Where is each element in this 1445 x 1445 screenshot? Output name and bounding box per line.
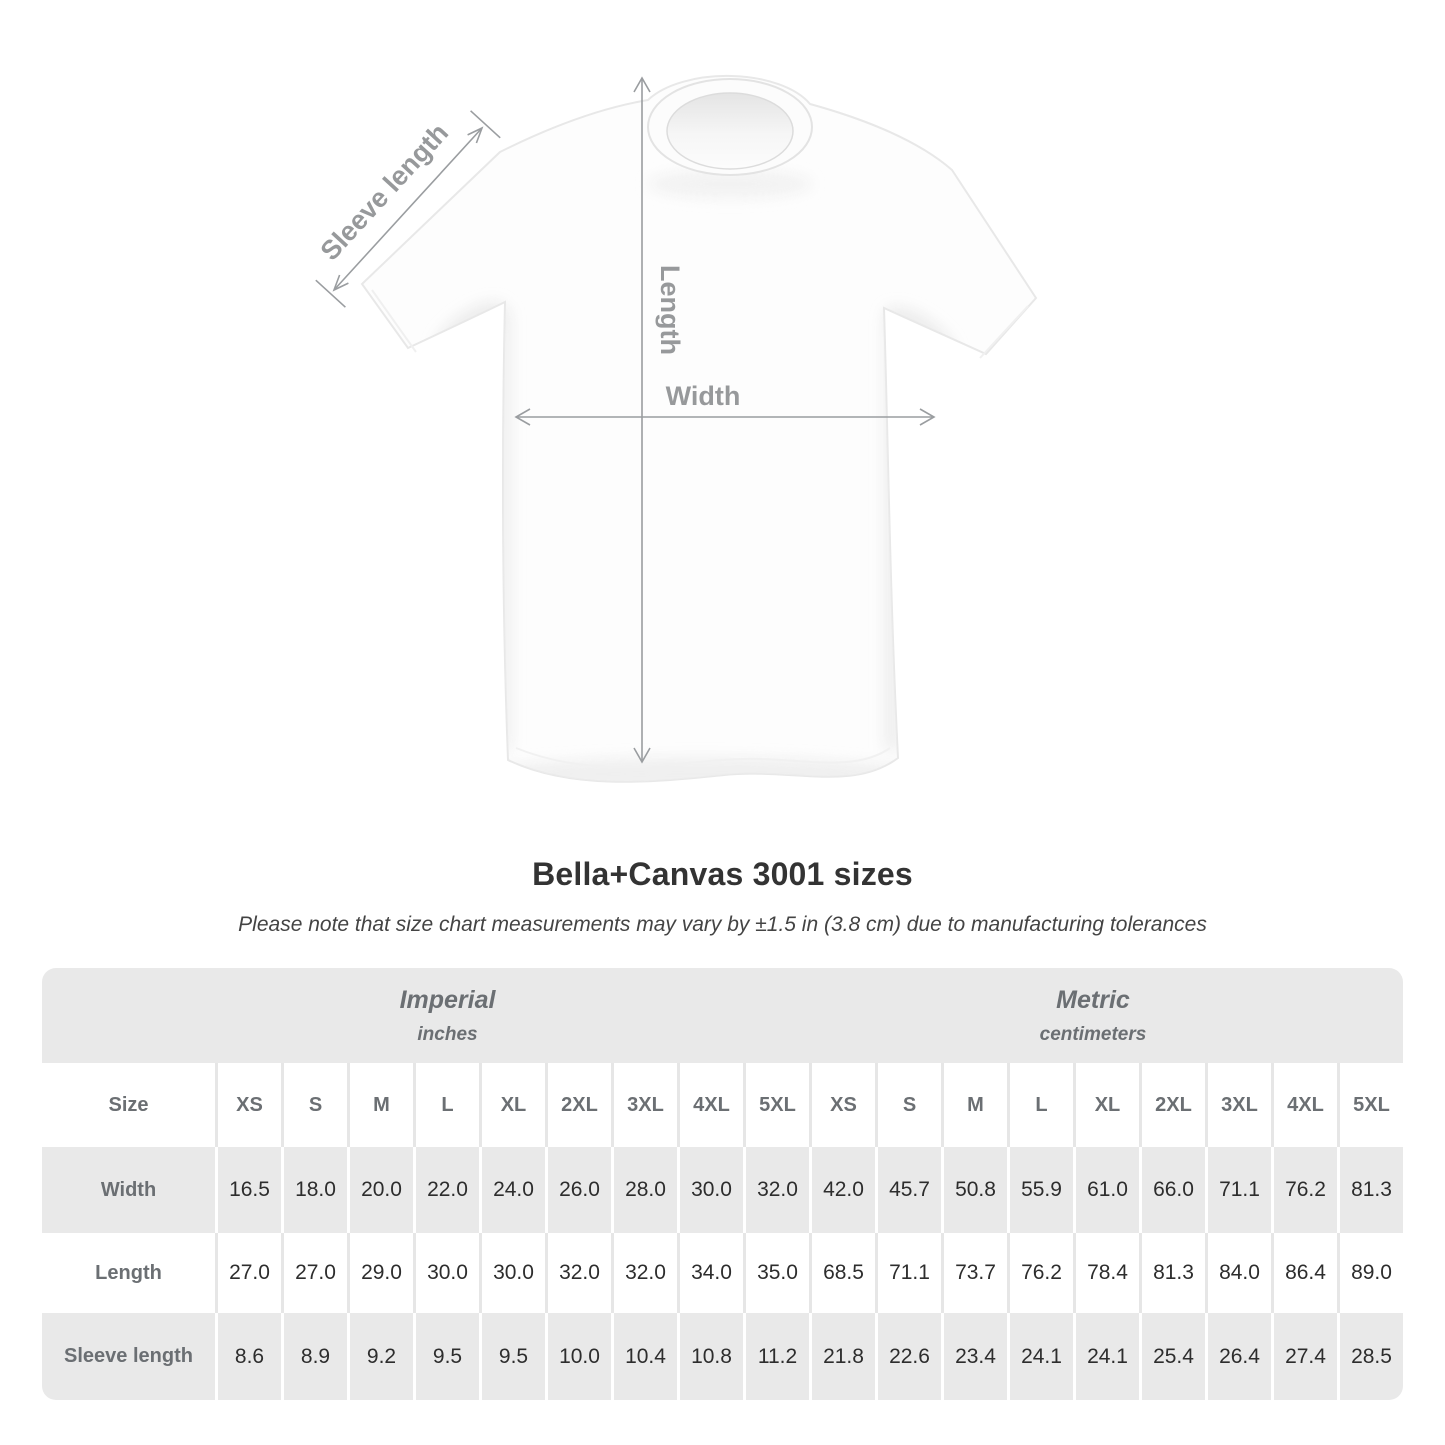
size-header: XS xyxy=(215,1063,281,1147)
measurement-cell: 23.4 xyxy=(941,1313,1007,1400)
measurement-cell: 24.1 xyxy=(1073,1313,1139,1400)
measurement-cell: 73.7 xyxy=(941,1233,1007,1313)
measurement-cell: 22.6 xyxy=(875,1313,941,1400)
imperial-label: Imperial xyxy=(399,985,496,1014)
measurement-cell: 27.0 xyxy=(281,1233,347,1313)
measurement-cell: 10.8 xyxy=(677,1313,743,1400)
measurement-cell: 26.0 xyxy=(545,1147,611,1233)
measurement-cell: 76.2 xyxy=(1271,1147,1337,1233)
measurement-cell: 18.0 xyxy=(281,1147,347,1233)
size-header: 5XL xyxy=(1337,1063,1403,1147)
size-header: 4XL xyxy=(677,1063,743,1147)
collar-opening xyxy=(667,93,793,169)
measurement-cell: 11.2 xyxy=(743,1313,809,1400)
width-label: Width xyxy=(665,381,741,411)
measurement-cell: 9.5 xyxy=(479,1313,545,1400)
measurement-cell: 61.0 xyxy=(1073,1147,1139,1233)
measurement-cell: 81.3 xyxy=(1139,1233,1205,1313)
measurement-cell: 24.1 xyxy=(1007,1313,1073,1400)
size-header: 2XL xyxy=(1139,1063,1205,1147)
measurement-cell: 8.9 xyxy=(281,1313,347,1400)
size-header: 2XL xyxy=(545,1063,611,1147)
size-table xyxy=(42,968,1403,1400)
measurement-cell: 55.9 xyxy=(1007,1147,1073,1233)
size-header: 4XL xyxy=(1271,1063,1337,1147)
measurement-cell: 34.0 xyxy=(677,1233,743,1313)
measurement-cell: 24.0 xyxy=(479,1147,545,1233)
size-header-row xyxy=(42,1063,1403,1147)
measurement-cell: 30.0 xyxy=(413,1233,479,1313)
size-header: XS xyxy=(809,1063,875,1147)
metric-label: Metric xyxy=(1056,985,1130,1014)
measurement-cell: 84.0 xyxy=(1205,1233,1271,1313)
measurement-cell: 32.0 xyxy=(545,1233,611,1313)
measurement-cell: 32.0 xyxy=(611,1233,677,1313)
measurement-cell: 9.5 xyxy=(413,1313,479,1400)
size-row-label: Size xyxy=(42,1063,215,1147)
sleeve-row-label: Sleeve length xyxy=(42,1313,215,1400)
measurement-cell: 9.2 xyxy=(347,1313,413,1400)
size-header: S xyxy=(875,1063,941,1147)
row-length xyxy=(42,1233,1403,1313)
measurement-cell: 76.2 xyxy=(1007,1233,1073,1313)
width-row-label: Width xyxy=(42,1147,215,1233)
measurement-cell: 35.0 xyxy=(743,1233,809,1313)
measurement-cell: 25.4 xyxy=(1139,1313,1205,1400)
measurement-cell: 50.8 xyxy=(941,1147,1007,1233)
page-subtitle: Please note that size chart measurements may vary by ±1.5 in (3.8 cm) due to manufacturing tolerances xyxy=(238,913,1207,936)
tshirt-illustration xyxy=(362,76,1036,790)
measurement-cell: 29.0 xyxy=(347,1233,413,1313)
size-header: 5XL xyxy=(743,1063,809,1147)
measurement-cell: 30.0 xyxy=(677,1147,743,1233)
unit-header-row xyxy=(42,968,1403,1063)
length-row-label: Length xyxy=(42,1233,215,1313)
measurement-cell: 45.7 xyxy=(875,1147,941,1233)
measurement-cell: 28.5 xyxy=(1337,1313,1403,1400)
measurement-cell: 71.1 xyxy=(1205,1147,1271,1233)
measurement-cell: 68.5 xyxy=(809,1233,875,1313)
sleeve-length-label: Sleeve length xyxy=(314,117,455,267)
measurement-cell: 71.1 xyxy=(875,1233,941,1313)
size-header: XL xyxy=(1073,1063,1139,1147)
measurement-cell: 22.0 xyxy=(413,1147,479,1233)
measurement-cell: 27.4 xyxy=(1271,1313,1337,1400)
measurement-cell: 32.0 xyxy=(743,1147,809,1233)
size-header: L xyxy=(413,1063,479,1147)
measurement-cell: 89.0 xyxy=(1337,1233,1403,1313)
imperial-sublabel: inches xyxy=(417,1023,478,1045)
measurement-cell: 20.0 xyxy=(347,1147,413,1233)
size-header: XL xyxy=(479,1063,545,1147)
measurement-cell: 16.5 xyxy=(215,1147,281,1233)
measurement-cell: 86.4 xyxy=(1271,1233,1337,1313)
length-label: Length xyxy=(655,265,685,355)
measurement-cell: 81.3 xyxy=(1337,1147,1403,1233)
unit-header-imperial xyxy=(42,968,809,1063)
row-width xyxy=(42,1147,1403,1233)
metric-sublabel: centimeters xyxy=(1039,1023,1147,1045)
unit-header-metric xyxy=(809,968,1403,1063)
measurement-cell: 8.6 xyxy=(215,1313,281,1400)
measurement-cell: 27.0 xyxy=(215,1233,281,1313)
size-header: M xyxy=(941,1063,1007,1147)
size-header: M xyxy=(347,1063,413,1147)
page-title: Bella+Canvas 3001 sizes xyxy=(532,856,913,892)
measurement-cell: 28.0 xyxy=(611,1147,677,1233)
measurement-cell: 21.8 xyxy=(809,1313,875,1400)
measurement-cell: 26.4 xyxy=(1205,1313,1271,1400)
measurement-cell: 10.4 xyxy=(611,1313,677,1400)
measurement-cell: 10.0 xyxy=(545,1313,611,1400)
row-sleeve-length xyxy=(42,1313,1403,1400)
measurement-cell: 42.0 xyxy=(809,1147,875,1233)
size-header: L xyxy=(1007,1063,1073,1147)
measurement-cell: 30.0 xyxy=(479,1233,545,1313)
size-header: 3XL xyxy=(1205,1063,1271,1147)
size-header: S xyxy=(281,1063,347,1147)
measurement-cell: 78.4 xyxy=(1073,1233,1139,1313)
measurement-cell: 66.0 xyxy=(1139,1147,1205,1233)
size-header: 3XL xyxy=(611,1063,677,1147)
